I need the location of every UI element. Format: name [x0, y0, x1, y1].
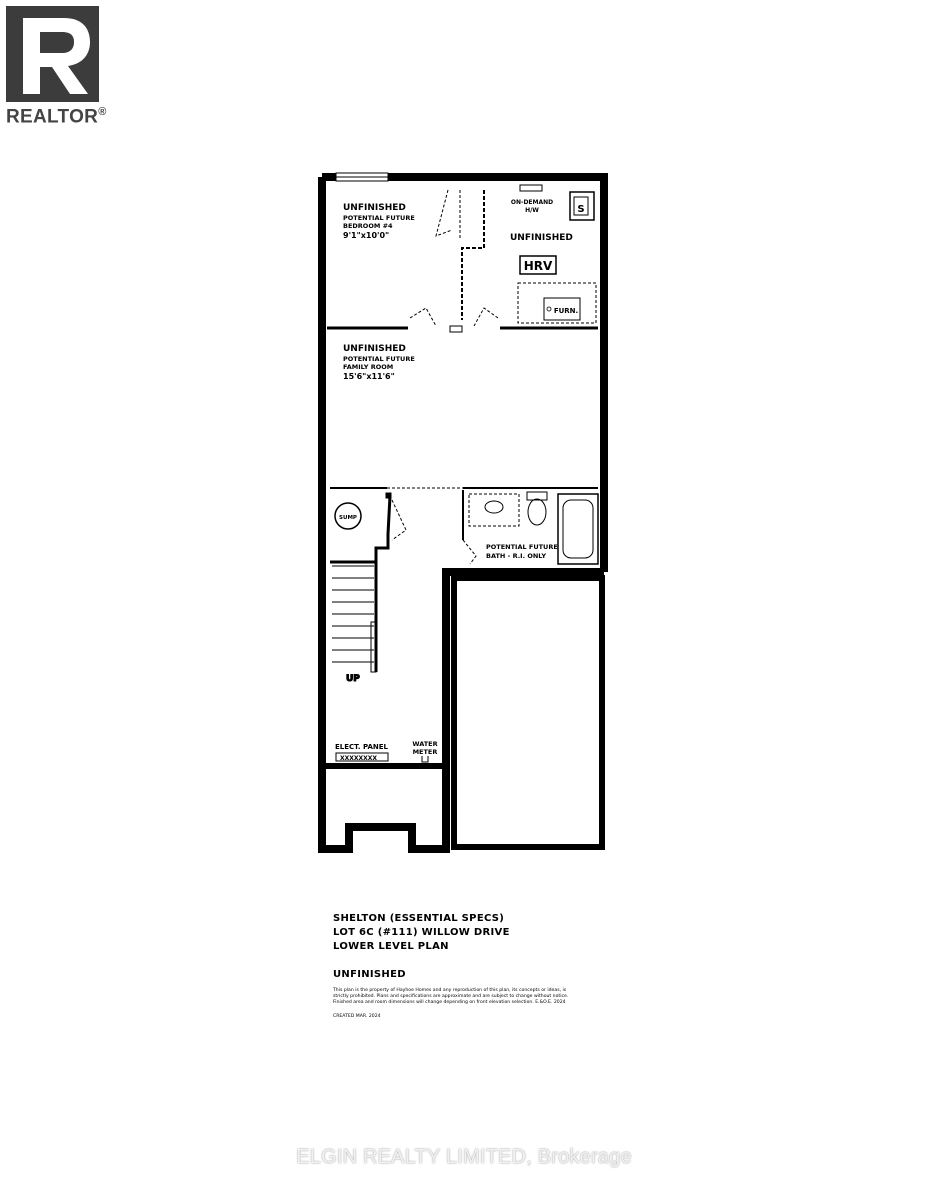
- window: [336, 173, 388, 181]
- hrv-unit: [520, 256, 556, 274]
- bedroom-name: BEDROOM #4: [343, 222, 393, 230]
- caption-lot: LOT 6C (#111) WILLOW DRIVE: [333, 927, 510, 938]
- bedroom-status: UNFINISHED: [343, 203, 406, 213]
- water-heater-sublabel: H/W: [525, 207, 539, 214]
- bathtub: [558, 494, 598, 564]
- bath-vanity: [469, 494, 519, 526]
- electrical-panel-mark: XXXXXXXX: [340, 755, 378, 762]
- water-heater-label: ON-DEMAND: [510, 199, 554, 206]
- family-size: 15'6"x11'6": [343, 372, 395, 381]
- registered-mark: ®: [98, 106, 107, 118]
- bedroom-label: [343, 203, 415, 240]
- water-meter-sublabel: METER: [412, 748, 438, 756]
- stairs-label: UP: [346, 674, 360, 684]
- laundry-sink: [570, 192, 594, 220]
- bath-label: [486, 543, 558, 560]
- family-name: FAMILY ROOM: [343, 363, 394, 371]
- caption-level: LOWER LEVEL PLAN: [333, 941, 449, 952]
- bath-name: BATH - R.I. ONLY: [486, 552, 547, 560]
- bedroom-size: 9'1"x10'0": [343, 231, 390, 240]
- toilet-icon: [527, 492, 547, 525]
- bath-desc: POTENTIAL FUTURE: [486, 543, 558, 551]
- sump-label: SUMP: [339, 515, 357, 521]
- doors: [392, 308, 498, 564]
- sink-label: S: [577, 204, 585, 215]
- realtor-logo-text: REALTOR: [6, 106, 99, 128]
- furnace-label: FURN.: [553, 307, 579, 315]
- water-meter: [412, 740, 437, 762]
- caption-model: SHELTON (ESSENTIAL SPECS): [333, 913, 505, 924]
- mechanical-status: UNFINISHED: [510, 233, 573, 243]
- caption-status: UNFINISHED: [333, 969, 406, 980]
- caption-created-date: CREATED MAR. 2024: [333, 1014, 381, 1019]
- brokerage-watermark: ELGIN REALTY LIMITED, Brokerage: [296, 1146, 632, 1168]
- furnace: [518, 283, 596, 323]
- plan-caption: [333, 912, 593, 1019]
- caption-disclaimer: This plan is the property of Hayhoe Homes and any reproduction of this plan, its concepts or ideas, is strictly prohibited. Plans and specifications are approximate and are subject to change without notice. Finished area and room dimensions will change depending on front elevation selection. E.&O.E. 2024: [333, 988, 569, 1005]
- sump-pit: [335, 503, 361, 529]
- family-status: UNFINISHED: [343, 344, 406, 354]
- electrical-panel-label: ELECT. PANEL: [335, 743, 388, 751]
- family-room-label: [343, 344, 415, 381]
- family-desc: POTENTIAL FUTURE: [343, 355, 415, 363]
- bedroom-desc: POTENTIAL FUTURE: [343, 214, 415, 222]
- electrical-panel: [335, 743, 389, 762]
- water-meter-label: WATER: [412, 740, 438, 748]
- hrv-label: HRV: [523, 259, 553, 273]
- water-heater: [511, 185, 553, 214]
